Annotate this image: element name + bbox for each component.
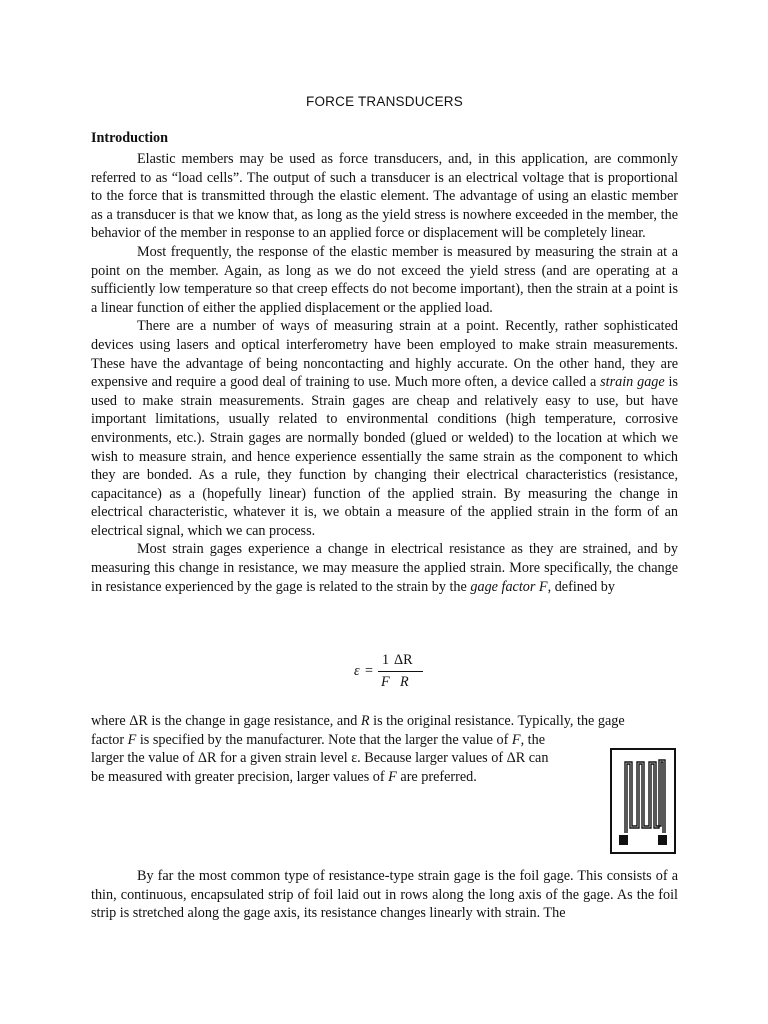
after-l2e: , the (520, 731, 545, 748)
term-gage-factor: gage factor F (470, 578, 548, 595)
equation-denominator-1: F (381, 674, 390, 690)
after-l3c: can (525, 750, 549, 767)
gage-factor-equation (354, 652, 434, 692)
after-line-2 (91, 731, 581, 750)
equation-fraction-bar (378, 671, 423, 672)
after-equation-text (91, 712, 678, 786)
paragraph-3-text-b: is used to make strain measurements. Strain gages are cheap and relatively easy to use, but have important limitations, usually related to environmental conditions (high temperature, corrosive environments, etc.). Strain gages are normally bonded (glued or welded) to the location at which we wish to measure strain, and hence experience essentially the same strain as the component to which they are bonded. As a rule, they function by changing their electrical characteristics (resistance, capacitance) as a (hopefully linear) function of the applied strain. By measuring the change in electrical characteristic, whatever it is, we obtain a measure of the applied strain in the form of an electrical signal, which we can process. (91, 374, 679, 539)
final-paragraph-block (91, 867, 678, 923)
paragraph-1: Elastic members may be used as force transducers, and, in this application, are commonly referred to as “load cells”. The output of such a transducer is an electrical voltage that is proportional to the force that is transmitted through the elastic element. The advantage of using an elastic member as a transducer is that we know that, as long as the yield stress is nowhere exceeded in the member, the behavior of the member in response to an applied force or displacement will be completely linear. (91, 151, 678, 242)
after-l3b: for a given strain level ε. Because larger values of ΔR (216, 750, 526, 767)
paragraph-4 (91, 540, 678, 596)
equation-numerator-1: 1 (382, 652, 390, 668)
after-l2a: factor (91, 731, 128, 748)
after-l2d: F (511, 731, 521, 748)
foil-strain-gage-icon (610, 748, 676, 854)
after-line-1 (91, 712, 678, 731)
after-line-3 (91, 749, 581, 768)
after-l2b: F (127, 731, 137, 748)
after-line-4 (91, 768, 678, 787)
after-l1a: where ΔR (91, 713, 148, 729)
paragraph-4-text-a: Most strain gages experience a change in electrical resistance as they are strained, and by measuring this change in resistance, we may measure the applied strain. More specifically, the change in resistance experienced by the gage is related to the strain by the (91, 541, 678, 595)
paragraph-final: By far the most common type of resistance-type strain gage is the foil gage. This consists of a thin, continuous, encapsulated strip of foil laid out in rows along the long axis of the gage. As the foil strip is stretched along the gage axis, its resistance changes linearly with strain. The (91, 868, 678, 922)
term-strain-gage: strain gage (600, 374, 665, 391)
paragraph-3-text-a: There are a number of ways of measuring strain at a point. Recently, rather sophisticated devices using lasers and optical interferometry have been employed to make strain measurements. These have the advantage of being noncontacting and highly accurate. On the other hand, they are expensive and require a good deal of training to use. Much more often, a device called a (91, 318, 678, 391)
after-l4b: F (388, 768, 397, 785)
after-l1c: R (360, 713, 370, 729)
after-l1b: is the change in gage resistance, and (147, 713, 361, 729)
equation-numerator-2: ΔR (394, 652, 413, 668)
after-l4a: be measured with greater precision, larger values of (91, 768, 389, 785)
page-title: FORCE TRANSDUCERS (306, 94, 463, 109)
paragraph-4-text-b: , defined by (547, 578, 615, 595)
paragraph-3 (91, 317, 678, 540)
after-l3a: larger the value of ΔR (91, 750, 217, 767)
equation-equals: = (365, 663, 374, 679)
after-l1d: is the original resistance. Typically, the gage (369, 713, 625, 729)
after-l4c: are preferred. (396, 768, 477, 785)
equation-lhs: ε (354, 663, 360, 679)
body-text (91, 150, 678, 596)
section-heading: Introduction (91, 130, 168, 146)
equation-denominator-2: R (400, 674, 409, 690)
after-l2c: is specified by the manufacturer. Note that the larger the value of (136, 731, 512, 748)
paragraph-2: Most frequently, the response of the elastic member is measured by measuring the strain at a point on the member. Again, as long as we do not exceed the yield stress (and are operating at a sufficiently low temperature so that creep effects do not become important), then the strain at a point is a linear function of either the applied displacement or the applied load. (91, 243, 678, 316)
